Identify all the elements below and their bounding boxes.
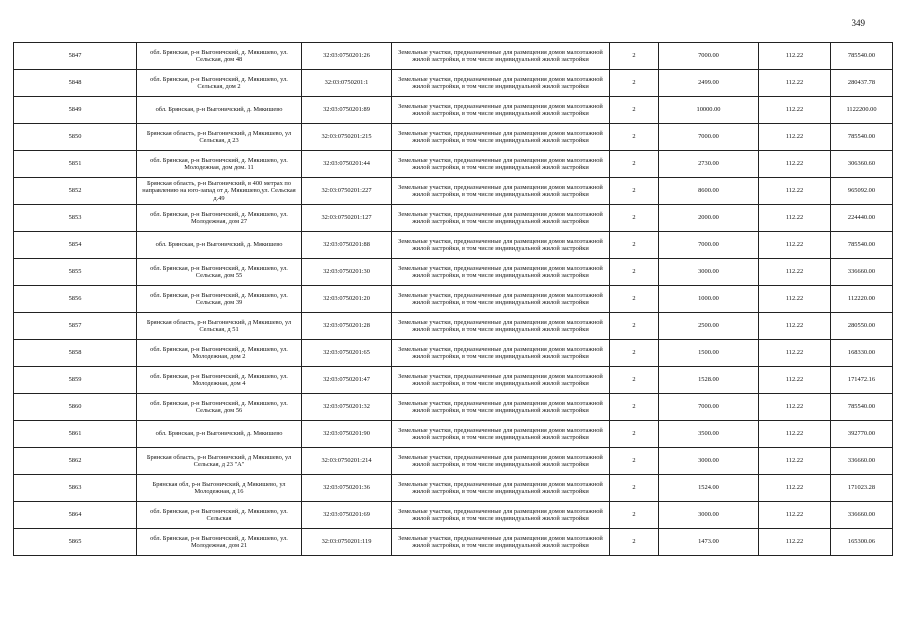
cadastral-value-cell: 336660.00 bbox=[831, 259, 893, 286]
group-cell: 2 bbox=[610, 124, 659, 151]
group-cell: 2 bbox=[610, 178, 659, 205]
row-number-cell: 5847 bbox=[14, 43, 137, 70]
address-cell: Брянская обл, р-н Выгоничский, д Мякишево, ул Молодежная, д 16 bbox=[137, 475, 302, 502]
address-cell: Брянская область, р-н Выгоничский, д Мякишево, ул Сельская, д 51 bbox=[137, 313, 302, 340]
area-cell: 3000.00 bbox=[659, 502, 759, 529]
area-cell: 10000.00 bbox=[659, 97, 759, 124]
address-cell: обл. Брянская, р-н Выгоничский, д. Мякишево, ул. Молодежная, дом 4 bbox=[137, 367, 302, 394]
group-cell: 2 bbox=[610, 394, 659, 421]
cadastral-value-cell: 165300.06 bbox=[831, 529, 893, 556]
permitted-use-cell: Земельные участки, предназначенные для размещения домов малоэтажной жилой застройки, в том числе индивидуальной жилой застройки bbox=[392, 502, 610, 529]
cadastral-value-cell: 306360.60 bbox=[831, 151, 893, 178]
cadastral-number-cell: 32:03:0750201:89 bbox=[302, 97, 392, 124]
cadastral-number-cell: 32:03:0750201:47 bbox=[302, 367, 392, 394]
address-cell: обл. Брянская, р-н Выгоничский, д. Мякишево, ул. Молодежная, дом 2 bbox=[137, 340, 302, 367]
specific-value-cell: 112.22 bbox=[759, 205, 831, 232]
cadastral-number-cell: 32:03:0750201:26 bbox=[302, 43, 392, 70]
cadastral-number-cell: 32:03:0750201:90 bbox=[302, 421, 392, 448]
permitted-use-cell: Земельные участки, предназначенные для размещения домов малоэтажной жилой застройки, в том числе индивидуальной жилой застройки bbox=[392, 70, 610, 97]
specific-value-cell: 112.22 bbox=[759, 151, 831, 178]
table-row bbox=[14, 421, 893, 448]
area-cell: 7000.00 bbox=[659, 232, 759, 259]
area-cell: 1000.00 bbox=[659, 286, 759, 313]
area-cell: 2000.00 bbox=[659, 205, 759, 232]
specific-value-cell: 112.22 bbox=[759, 286, 831, 313]
page-number: 349 bbox=[851, 18, 865, 28]
group-cell: 2 bbox=[610, 205, 659, 232]
cadastral-number-cell: 32:03:0750201:20 bbox=[302, 286, 392, 313]
row-number-cell: 5851 bbox=[14, 151, 137, 178]
permitted-use-cell: Земельные участки, предназначенные для размещения домов малоэтажной жилой застройки, в том числе индивидуальной жилой застройки bbox=[392, 448, 610, 475]
address-cell: Брянская область, р-н Выгоничский, д Мякишево, ул Сельская, д 23 "А" bbox=[137, 448, 302, 475]
cadastral-number-cell: 32:03:0750201:30 bbox=[302, 259, 392, 286]
permitted-use-cell: Земельные участки, предназначенные для размещения домов малоэтажной жилой застройки, в том числе индивидуальной жилой застройки bbox=[392, 232, 610, 259]
group-cell: 2 bbox=[610, 475, 659, 502]
specific-value-cell: 112.22 bbox=[759, 178, 831, 205]
cadastral-number-cell: 32:03:0750201:32 bbox=[302, 394, 392, 421]
specific-value-cell: 112.22 bbox=[759, 475, 831, 502]
specific-value-cell: 112.22 bbox=[759, 448, 831, 475]
specific-value-cell: 112.22 bbox=[759, 70, 831, 97]
area-cell: 3000.00 bbox=[659, 448, 759, 475]
row-number-cell: 5856 bbox=[14, 286, 137, 313]
address-cell: обл. Брянская, р-н Выгоничский, д. Мякишево, ул. Молодежная, дом дом. 11 bbox=[137, 151, 302, 178]
group-cell: 2 bbox=[610, 70, 659, 97]
cadastral-number-cell: 32:03:0750201:214 bbox=[302, 448, 392, 475]
address-cell: обл. Брянская, р-н Выгоничский, д. Мякишево bbox=[137, 97, 302, 124]
row-number-cell: 5858 bbox=[14, 340, 137, 367]
area-cell: 1473.00 bbox=[659, 529, 759, 556]
row-number-cell: 5855 bbox=[14, 259, 137, 286]
table-row bbox=[14, 43, 893, 70]
address-cell: обл. Брянская, р-н Выгоничский, д. Мякишево, ул. Сельская bbox=[137, 502, 302, 529]
address-cell: обл. Брянская, р-н Выгоничский, д. Мякишево bbox=[137, 232, 302, 259]
table-row bbox=[14, 70, 893, 97]
cadastral-value-cell: 392770.00 bbox=[831, 421, 893, 448]
address-cell: обл. Брянская, р-н Выгоничский, д. Мякишево, ул. Сельская, дом 39 bbox=[137, 286, 302, 313]
area-cell: 2500.00 bbox=[659, 313, 759, 340]
group-cell: 2 bbox=[610, 313, 659, 340]
cadastral-number-cell: 32:03:0750201:227 bbox=[302, 178, 392, 205]
area-cell: 1524.00 bbox=[659, 475, 759, 502]
group-cell: 2 bbox=[610, 43, 659, 70]
address-cell: обл. Брянская, р-н Выгоничский, д. Мякишево, ул. Молодежная, дом 21 bbox=[137, 529, 302, 556]
group-cell: 2 bbox=[610, 421, 659, 448]
specific-value-cell: 112.22 bbox=[759, 529, 831, 556]
group-cell: 2 bbox=[610, 286, 659, 313]
group-cell: 2 bbox=[610, 97, 659, 124]
cadastral-number-cell: 32:03:0750201:65 bbox=[302, 340, 392, 367]
table-row bbox=[14, 394, 893, 421]
table-row bbox=[14, 205, 893, 232]
row-number-cell: 5862 bbox=[14, 448, 137, 475]
table-row bbox=[14, 286, 893, 313]
group-cell: 2 bbox=[610, 367, 659, 394]
specific-value-cell: 112.22 bbox=[759, 421, 831, 448]
cadastral-value-cell: 785540.00 bbox=[831, 124, 893, 151]
row-number-cell: 5853 bbox=[14, 205, 137, 232]
address-cell: обл. Брянская, р-н Выгоничский, д. Мякишево, ул. Сельская, дом 2 bbox=[137, 70, 302, 97]
table-row bbox=[14, 340, 893, 367]
table-row bbox=[14, 367, 893, 394]
address-cell: обл. Брянская, р-н Выгоничский, д. Мякишево, ул. Молодежная, дом 27 bbox=[137, 205, 302, 232]
cadastral-number-cell: 32:03:0750201:215 bbox=[302, 124, 392, 151]
table-row bbox=[14, 475, 893, 502]
row-number-cell: 5859 bbox=[14, 367, 137, 394]
cadastral-value-cell: 336660.00 bbox=[831, 448, 893, 475]
cadastral-number-cell: 32:03:0750201:44 bbox=[302, 151, 392, 178]
group-cell: 2 bbox=[610, 259, 659, 286]
specific-value-cell: 112.22 bbox=[759, 313, 831, 340]
cadastral-value-cell: 280550.00 bbox=[831, 313, 893, 340]
area-cell: 3500.00 bbox=[659, 421, 759, 448]
area-cell: 7000.00 bbox=[659, 43, 759, 70]
table-row bbox=[14, 151, 893, 178]
row-number-cell: 5849 bbox=[14, 97, 137, 124]
table-row bbox=[14, 97, 893, 124]
specific-value-cell: 112.22 bbox=[759, 259, 831, 286]
area-cell: 1528.00 bbox=[659, 367, 759, 394]
table-row bbox=[14, 448, 893, 475]
permitted-use-cell: Земельные участки, предназначенные для размещения домов малоэтажной жилой застройки, в том числе индивидуальной жилой застройки bbox=[392, 205, 610, 232]
cadastral-value-cell: 336660.00 bbox=[831, 502, 893, 529]
area-cell: 3000.00 bbox=[659, 259, 759, 286]
address-cell: обл. Брянская, р-н Выгоничский, д. Мякишево, ул. Сельская, дом 56 bbox=[137, 394, 302, 421]
row-number-cell: 5848 bbox=[14, 70, 137, 97]
permitted-use-cell: Земельные участки, предназначенные для размещения домов малоэтажной жилой застройки, в том числе индивидуальной жилой застройки bbox=[392, 259, 610, 286]
specific-value-cell: 112.22 bbox=[759, 394, 831, 421]
group-cell: 2 bbox=[610, 232, 659, 259]
cadastral-value-cell: 965092.00 bbox=[831, 178, 893, 205]
cadastral-value-cell: 112220.00 bbox=[831, 286, 893, 313]
group-cell: 2 bbox=[610, 502, 659, 529]
row-number-cell: 5854 bbox=[14, 232, 137, 259]
cadastral-number-cell: 32:03:0750201:69 bbox=[302, 502, 392, 529]
permitted-use-cell: Земельные участки, предназначенные для размещения домов малоэтажной жилой застройки, в том числе индивидуальной жилой застройки bbox=[392, 367, 610, 394]
permitted-use-cell: Земельные участки, предназначенные для размещения домов малоэтажной жилой застройки, в том числе индивидуальной жилой застройки bbox=[392, 340, 610, 367]
specific-value-cell: 112.22 bbox=[759, 232, 831, 259]
row-number-cell: 5852 bbox=[14, 178, 137, 205]
row-number-cell: 5857 bbox=[14, 313, 137, 340]
group-cell: 2 bbox=[610, 529, 659, 556]
table-row bbox=[14, 502, 893, 529]
permitted-use-cell: Земельные участки, предназначенные для размещения домов малоэтажной жилой застройки, в том числе индивидуальной жилой застройки bbox=[392, 97, 610, 124]
address-cell: Брянская область, р-н Выгоничский, д Мякишево, ул Сельская, д 23 bbox=[137, 124, 302, 151]
permitted-use-cell: Земельные участки, предназначенные для размещения домов малоэтажной жилой застройки, в том числе индивидуальной жилой застройки bbox=[392, 43, 610, 70]
cadastral-number-cell: 32:03:0750201:36 bbox=[302, 475, 392, 502]
permitted-use-cell: Земельные участки, предназначенные для размещения домов малоэтажной жилой застройки, в том числе индивидуальной жилой застройки bbox=[392, 124, 610, 151]
cadastral-value-cell: 1122200.00 bbox=[831, 97, 893, 124]
area-cell: 2499.00 bbox=[659, 70, 759, 97]
specific-value-cell: 112.22 bbox=[759, 124, 831, 151]
group-cell: 2 bbox=[610, 448, 659, 475]
row-number-cell: 5860 bbox=[14, 394, 137, 421]
table-row bbox=[14, 259, 893, 286]
table-row bbox=[14, 124, 893, 151]
row-number-cell: 5864 bbox=[14, 502, 137, 529]
permitted-use-cell: Земельные участки, предназначенные для размещения домов малоэтажной жилой застройки, в том числе индивидуальной жилой застройки bbox=[392, 529, 610, 556]
group-cell: 2 bbox=[610, 151, 659, 178]
cadastral-number-cell: 32:03:0750201:127 bbox=[302, 205, 392, 232]
cadastral-value-cell: 171023.28 bbox=[831, 475, 893, 502]
cadastral-number-cell: 32:03:0750201:88 bbox=[302, 232, 392, 259]
cadastral-value-cell: 224440.00 bbox=[831, 205, 893, 232]
cadastral-value-cell: 168330.00 bbox=[831, 340, 893, 367]
specific-value-cell: 112.22 bbox=[759, 43, 831, 70]
address-cell: обл. Брянская, р-н Выгоничский, д. Мякишево bbox=[137, 421, 302, 448]
specific-value-cell: 112.22 bbox=[759, 367, 831, 394]
table-row bbox=[14, 232, 893, 259]
area-cell: 1500.00 bbox=[659, 340, 759, 367]
area-cell: 7000.00 bbox=[659, 124, 759, 151]
row-number-cell: 5850 bbox=[14, 124, 137, 151]
permitted-use-cell: Земельные участки, предназначенные для размещения домов малоэтажной жилой застройки, в том числе индивидуальной жилой застройки bbox=[392, 421, 610, 448]
cadastral-value-cell: 785540.00 bbox=[831, 394, 893, 421]
area-cell: 2730.00 bbox=[659, 151, 759, 178]
row-number-cell: 5863 bbox=[14, 475, 137, 502]
specific-value-cell: 112.22 bbox=[759, 340, 831, 367]
permitted-use-cell: Земельные участки, предназначенные для размещения домов малоэтажной жилой застройки, в том числе индивидуальной жилой застройки bbox=[392, 178, 610, 205]
specific-value-cell: 112.22 bbox=[759, 502, 831, 529]
permitted-use-cell: Земельные участки, предназначенные для размещения домов малоэтажной жилой застройки, в том числе индивидуальной жилой застройки bbox=[392, 286, 610, 313]
table-row bbox=[14, 529, 893, 556]
row-number-cell: 5865 bbox=[14, 529, 137, 556]
specific-value-cell: 112.22 bbox=[759, 97, 831, 124]
permitted-use-cell: Земельные участки, предназначенные для размещения домов малоэтажной жилой застройки, в том числе индивидуальной жилой застройки bbox=[392, 313, 610, 340]
address-cell: обл. Брянская, р-н Выгоничский, д. Мякишево, ул. Сельская, дом 55 bbox=[137, 259, 302, 286]
cadastral-number-cell: 32:03:0750201:28 bbox=[302, 313, 392, 340]
cadastral-value-cell: 171472.16 bbox=[831, 367, 893, 394]
area-cell: 7000.00 bbox=[659, 394, 759, 421]
table-body bbox=[14, 43, 893, 556]
cadastral-value-cell: 785540.00 bbox=[831, 232, 893, 259]
land-parcel-table bbox=[13, 42, 893, 556]
cadastral-value-cell: 280437.78 bbox=[831, 70, 893, 97]
address-cell: Брянская область, р-н Выгоничский, в 400 метрах по направлению на юго-запад от д. Мякишево,ул. Сельская д.49 bbox=[137, 178, 302, 205]
table-row bbox=[14, 178, 893, 205]
cadastral-number-cell: 32:03:0750201:1 bbox=[302, 70, 392, 97]
cadastral-number-cell: 32:03:0750201:119 bbox=[302, 529, 392, 556]
row-number-cell: 5861 bbox=[14, 421, 137, 448]
address-cell: обл. Брянская, р-н Выгоничский, д. Мякишево, ул. Сельская, дом 48 bbox=[137, 43, 302, 70]
area-cell: 8600.00 bbox=[659, 178, 759, 205]
permitted-use-cell: Земельные участки, предназначенные для размещения домов малоэтажной жилой застройки, в том числе индивидуальной жилой застройки bbox=[392, 394, 610, 421]
cadastral-value-cell: 785540.00 bbox=[831, 43, 893, 70]
table-row bbox=[14, 313, 893, 340]
permitted-use-cell: Земельные участки, предназначенные для размещения домов малоэтажной жилой застройки, в том числе индивидуальной жилой застройки bbox=[392, 475, 610, 502]
group-cell: 2 bbox=[610, 340, 659, 367]
permitted-use-cell: Земельные участки, предназначенные для размещения домов малоэтажной жилой застройки, в том числе индивидуальной жилой застройки bbox=[392, 151, 610, 178]
